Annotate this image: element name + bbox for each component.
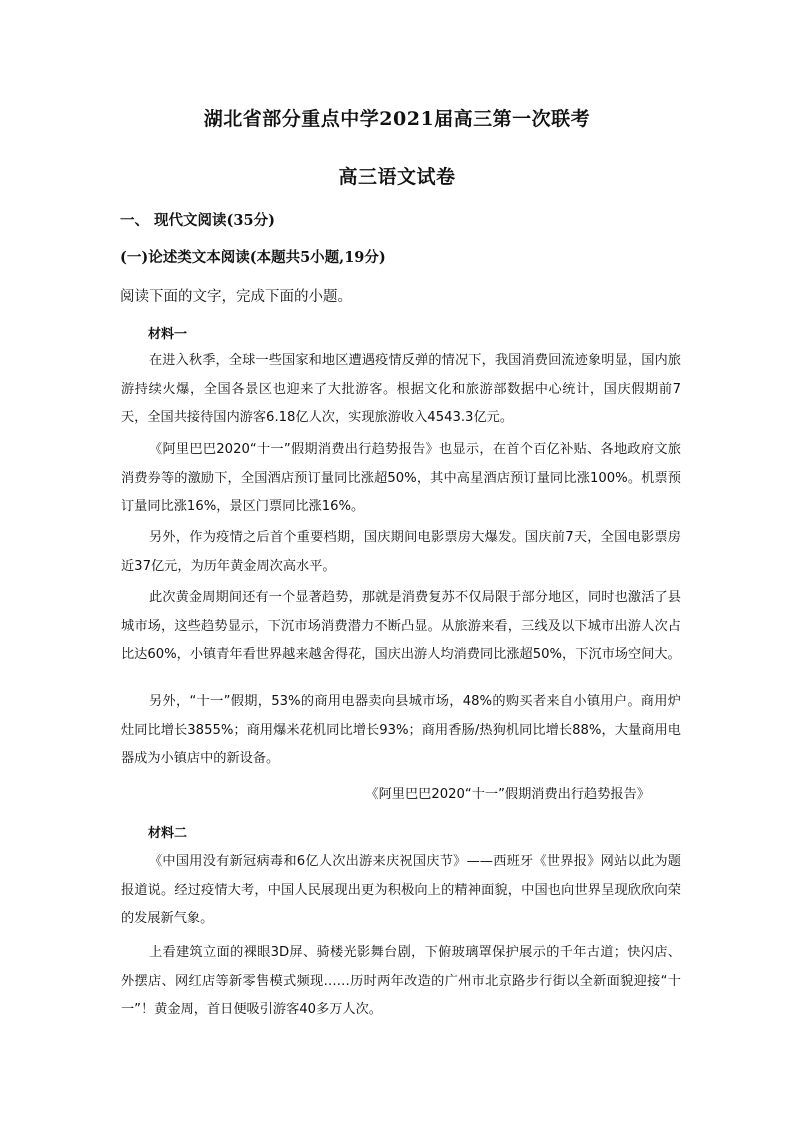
paragraph: 在进入秋季，全球一些国家和地区遭遇疫情反弹的情况下，我国消费回流迹象明显，国内旅游持续火爆，全国各景区也迎来了大批游客。根据文化和旅游部数据中心统计，国庆假期前7天，全国共接待国内游客6.18亿人次，实现旅游收入4543.3亿元。 [121, 353, 681, 425]
paragraph: 《阿里巴巴2020“十一”假期消费出行趋势报告》也显示，在首个百亿补贴、各地政府文旅消费券等的激励下，全国酒店预订量同比涨超50%，其中高星酒店预订量同比涨100%。机票预订量同比涨16%，景区门票同比涨16%。 [121, 442, 681, 514]
material-source: 《阿里巴巴2020“十一”假期消费出行趋势报告》 [365, 787, 650, 802]
paper-subtitle: 高三语文试卷 [338, 166, 456, 188]
material-label: 材料二 [148, 826, 188, 841]
paragraph: 另外，作为疫情之后首个重要档期，国庆期间电影票房大爆发。国庆前7天，全国电影票房近37亿元，为历年黄金周次高水平。 [121, 530, 681, 574]
paragraph: 另外，“十一”假期，53%的商用电器卖向县城市场，48%的购买者来自小镇用户。商用炉灶同比增长3855%；商用爆米花机同比增长93%；商用香肠/热狗机同比增长88%，大量商用电器成为小镇店中的新设备。 [121, 694, 681, 766]
paragraph: 上看建筑立面的裸眼3D屏、骑楼光影舞台剧，下俯玻璃罩保护展示的千年古道；快闪店、外摆店、网红店等新零售模式频现……历时两年改造的广州市北京路步行街以全新面貌迎接“十一”！黄金周，首日便吸引游客40多万人次。 [121, 945, 681, 1017]
subsection-heading: (一)论述类文本阅读(本题共5小题,19分) [120, 249, 386, 266]
paragraph: 此次黄金周期间还有一个显著趋势，那就是消费复苏不仅局限于部分地区，同时也激活了县城市场，这些趋势显示，下沉市场消费潜力不断凸显。从旅游来看，三线及以下城市出游人次占比达60%，小镇青年看世界越来越舍得花，国庆出游人均消费同比涨超50%，下沉市场空间大。 [121, 590, 681, 662]
material-label: 材料一 [148, 327, 188, 342]
paragraph: 《中国用没有新冠病毒和6亿人次出游来庆祝国庆节》——西班牙《世界报》网站以此为题报道说。经过疫情大考，中国人民展现出更为积极向上的精神面貌，中国也向世界呈现欣欣向荣的发展新气象。 [121, 854, 681, 926]
section-heading: 一、 现代文阅读(35分) [120, 212, 275, 229]
reading-instruction: 阅读下面的文字，完成下面的小题。 [120, 289, 352, 305]
exam-title: 湖北省部分重点中学2021届高三第一次联考 [203, 108, 591, 130]
